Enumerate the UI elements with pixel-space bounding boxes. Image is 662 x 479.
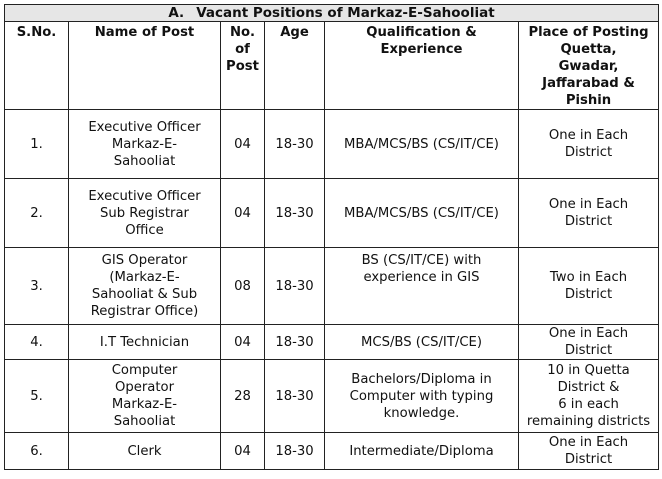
cell-name: Clerk: [69, 433, 221, 470]
header-row: [5, 22, 659, 110]
cell-qualification: MBA/MCS/BS (CS/IT/CE): [325, 110, 519, 179]
header-qualification: Qualification & Experience: [325, 22, 519, 110]
cell-name: Computer Operator Markaz-E- Sahooliat: [69, 360, 221, 433]
section-title-row: [5, 5, 659, 22]
cell-sno: 3.: [5, 248, 69, 325]
cell-place: Two in Each District: [519, 248, 659, 325]
section-title-text: Vacant Positions of Markaz-E-Sahooliat: [196, 4, 495, 21]
cell-age: 18-30: [265, 360, 325, 433]
cell-age: 18-30: [265, 179, 325, 248]
cell-qualification: Intermediate/Diploma: [325, 433, 519, 470]
table-row: [5, 360, 659, 433]
cell-sno: 1.: [5, 110, 69, 179]
table-row: [5, 110, 659, 179]
header-place-of-posting: Place of Posting Quetta, Gwadar, Jaffarabad & Pishin: [519, 22, 659, 110]
cell-qualification: MBA/MCS/BS (CS/IT/CE): [325, 179, 519, 248]
cell-qualification: MCS/BS (CS/IT/CE): [325, 325, 519, 360]
header-sno: S.No.: [5, 22, 69, 110]
table-row: [5, 179, 659, 248]
section-prefix: A.: [168, 4, 185, 21]
cell-posts: 04: [221, 433, 265, 470]
cell-name: Executive Officer Markaz-E- Sahooliat: [69, 110, 221, 179]
header-name-of-post: Name of Post: [69, 22, 221, 110]
cell-posts: 04: [221, 179, 265, 248]
cell-name: Executive Officer Sub Registrar Office: [69, 179, 221, 248]
cell-posts: 04: [221, 325, 265, 360]
cell-name: I.T Technician: [69, 325, 221, 360]
cell-posts: 08: [221, 248, 265, 325]
cell-place: One in Each District: [519, 325, 659, 360]
cell-posts: 04: [221, 110, 265, 179]
cell-qualification: BS (CS/IT/CE) with experience in GIS: [325, 248, 519, 325]
table-row: [5, 433, 659, 470]
cell-sno: 5.: [5, 360, 69, 433]
cell-place: 10 in Quetta District & 6 in each remaining districts: [519, 360, 659, 433]
cell-place: One in Each District: [519, 433, 659, 470]
cell-name: GIS Operator (Markaz-E- Sahooliat & Sub Registrar Office): [69, 248, 221, 325]
table-row: [5, 248, 659, 325]
table-row: [5, 325, 659, 360]
vacancy-table: [4, 4, 659, 470]
cell-age: 18-30: [265, 433, 325, 470]
cell-place: One in Each District: [519, 179, 659, 248]
header-age: Age: [265, 22, 325, 110]
cell-sno: 6.: [5, 433, 69, 470]
cell-qualification: Bachelors/Diploma in Computer with typing knowledge.: [325, 360, 519, 433]
header-no-of-post: No. of Post: [221, 22, 265, 110]
cell-age: 18-30: [265, 248, 325, 325]
cell-place: One in Each District: [519, 110, 659, 179]
cell-age: 18-30: [265, 325, 325, 360]
section-title: [5, 5, 659, 22]
cell-posts: 28: [221, 360, 265, 433]
cell-sno: 4.: [5, 325, 69, 360]
cell-sno: 2.: [5, 179, 69, 248]
cell-age: 18-30: [265, 110, 325, 179]
